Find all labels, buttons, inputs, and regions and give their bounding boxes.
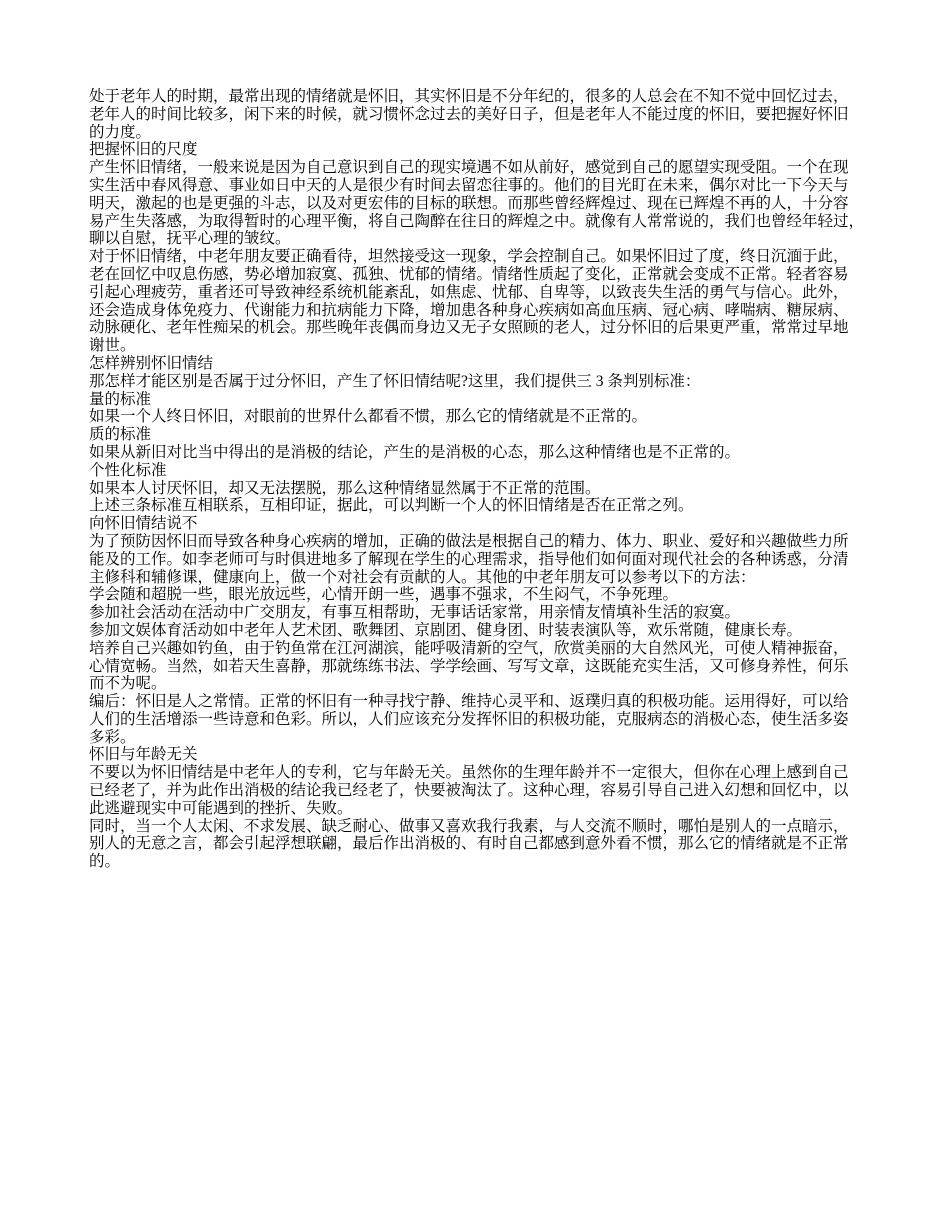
- text-line: 产生怀旧情绪，一般来说是因为自己意识到自己的现实境遇不如从前好，感觉到自己的愿望实现受阻。一个在现: [89, 159, 849, 177]
- section-heading-measure: [89, 141, 869, 159]
- text-line: 而不为呢。: [89, 675, 167, 693]
- text-line: 如果本人讨厌怀旧，却又无法摆脱，那么这种情绪显然属于不正常的范围。: [89, 479, 601, 497]
- text-line: 能及的工作。如李老师可与时俱进地多了解现在学生的心理需求，指导他们如何面对现代社会的各种诱惑，分清: [89, 550, 849, 568]
- text-line: 同时，当一个人太闲、不求发展、缺乏耐心、做事又喜欢我行我素，与人交流不顺时，哪怕是别人的一点暗示，: [89, 817, 849, 835]
- body-paragraph: [89, 640, 869, 693]
- body-paragraph: [89, 248, 869, 355]
- body-paragraph: [89, 159, 869, 248]
- heading-text: 个性化标准: [89, 461, 167, 479]
- section-heading-say-no: [89, 515, 869, 533]
- body-paragraph: [89, 444, 869, 462]
- body-paragraph: [89, 373, 869, 391]
- text-line: 如果一个人终日怀旧，对眼前的世界什么都看不惯，那么它的情绪就是不正常的。: [89, 408, 648, 426]
- text-line: 为了预防因怀旧而导致各种身心疾病的增加，正确的做法是根据自己的精力、体力、职业、爱好和兴趣做些力所: [89, 532, 849, 550]
- text-line: 参加文娱体育活动如中老年人艺术团、歌舞团、京剧团、健身团、时装表演队等，欢乐常随，健康长寿。: [89, 621, 803, 639]
- text-line: 实生活中春风得意、事业如日中天的人是很少有时间去留恋往事的。他们的目光盯在未来，偶尔对比一下今天与: [89, 176, 849, 194]
- subheading-quantity: [89, 391, 869, 409]
- text-line: 编后：怀旧是人之常情。正常的怀旧有一种寻找宁静、维持心灵平和、返璞归真的积极功能。运用得好，可以给: [89, 693, 849, 711]
- subheading-quality: [89, 426, 869, 444]
- text-line: 谢世。: [89, 337, 136, 355]
- subheading-personal: [89, 462, 869, 480]
- text-line: 的。: [89, 853, 121, 871]
- body-paragraph: [89, 764, 869, 817]
- body-paragraph: [89, 604, 869, 622]
- text-line: 已经老了，并为此作出消极的结论我已经老了，快要被淘汰了。这种心理，容易引导自己进入幻想和回忆中，以: [89, 782, 849, 800]
- text-line: 人们的生活增添一些诗意和色彩。所以，人们应该充分发挥怀旧的积极功能，克服病态的消极心态，使生活多姿: [89, 710, 849, 728]
- body-paragraph: [89, 533, 869, 586]
- heading-text: 向怀旧情结说不: [89, 515, 198, 533]
- document-page: [89, 88, 869, 871]
- text-line: 还会造成身体免疫力、代谢能力和抗病能力下降，增加患各种身心疾病如高血压病、冠心病、哮喘病、糖尿病、: [89, 301, 849, 319]
- text-line: 多彩。: [89, 728, 136, 746]
- body-paragraph: [89, 818, 869, 871]
- heading-text: 把握怀旧的尺度: [89, 141, 198, 159]
- text-line: 别人的无意之言，都会引起浮想联翩，最后作出消极的、有时自己都感到意外看不惯，那么它的情绪就是不正常: [89, 835, 849, 853]
- text-line: 对于怀旧情绪，中老年朋友要正确看待，坦然接受这一现象，学会控制自己。如果怀旧过了度，终日沉湎于此，: [89, 248, 849, 266]
- text-line: 此逃避现实中可能遇到的挫折、失败。: [89, 799, 353, 817]
- section-heading-age: [89, 746, 869, 764]
- text-line: 培养自己兴趣如钓鱼，由于钓鱼常在江河湖滨，能呼吸清新的空气，欣赏美丽的大自然风光，可使人精神振奋，: [89, 639, 849, 657]
- text-line: 聊以自慰，抚平心理的皱纹。: [89, 230, 291, 248]
- body-paragraph: [89, 408, 869, 426]
- text-line: 易产生失落感，为取得暂时的心理平衡，将自己陶醉在往日的辉煌之中。就像有人常常说的，我们也曾经年轻过，: [89, 212, 865, 230]
- text-line: 处于老年人的时期，最常出现的情绪就是怀旧，其实怀旧是不分年纪的，很多的人总会在不知不觉中回忆过去，: [89, 88, 849, 105]
- heading-text: 怀旧与年龄无关: [89, 746, 198, 764]
- section-heading-identify: [89, 355, 869, 373]
- text-line: 学会随和超脱一些，眼光放远些，心情开朗一些，遇事不强求，不生闷气，不争死理。: [89, 586, 679, 604]
- text-line: 明天，激起的也是更强的斗志，以及对更宏伟的目标的联想。而那些曾经辉煌过、现在已辉煌不再的人，十分容: [89, 194, 849, 212]
- text-line: 那怎样才能区别是否属于过分怀旧，产生了怀旧情结呢?这里，我们提供三 3 条判别标准：: [89, 372, 701, 390]
- text-line: 如果从新旧对比当中得出的是消极的结论，产生的是消极的心态，那么这种情绪也是不正常的。: [89, 443, 741, 461]
- body-paragraph: [89, 622, 869, 640]
- body-paragraph: [89, 480, 869, 498]
- editor-note-paragraph: [89, 693, 869, 746]
- text-line: 心情宽畅。当然，如若天生喜静，那就练练书法、学学绘画、写写文章，这既能充实生活，又可修身养性，何乐: [89, 657, 849, 675]
- intro-paragraph: [89, 88, 869, 141]
- text-line: 主修科和辅修课，健康向上，做一个对社会有贡献的人。其他的中老年朋友可以参考以下的方法：: [89, 568, 756, 586]
- text-line: 的力度。: [89, 123, 152, 141]
- body-paragraph: [89, 497, 869, 515]
- text-line: 不要以为怀旧情结是中老年人的专利，它与年龄无关。虽然你的生理年龄并不一定很大，但你在心理上感到自己: [89, 764, 849, 782]
- text-line: 老年人的时间比较多，闲下来的时候，就习惯怀念过去的美好日子，但是老年人不能过度的怀旧，要把握好怀旧: [89, 105, 849, 123]
- body-paragraph: [89, 586, 869, 604]
- text-line: 引起心理疲劳，重者还可导致神经系统机能紊乱，如焦虑、忧郁、自卑等，以致丧失生活的勇气与信心。此外，: [89, 283, 849, 301]
- text-line: 动脉硬化、老年性痴呆的机会。那些晚年丧偶而身边又无子女照顾的老人，过分怀旧的后果更严重，常常过早地: [89, 319, 849, 337]
- text-line: 上述三条标准互相联系，互相印证，据此，可以判断一个人的怀旧情绪是否在正常之列。: [89, 497, 694, 515]
- heading-text: 量的标准: [89, 390, 152, 408]
- heading-text: 质的标准: [89, 426, 152, 444]
- text-line: 参加社会活动在活动中广交朋友，有事互相帮助，无事话话家常，用亲情友情填补生活的寂寞。: [89, 604, 741, 622]
- heading-text: 怎样辨别怀旧情结: [89, 354, 214, 372]
- text-line: 老在回忆中叹息伤感，势必增加寂寞、孤独、忧郁的情绪。情绪性质起了变化，正常就会变成不正常。轻者容易: [89, 265, 849, 283]
